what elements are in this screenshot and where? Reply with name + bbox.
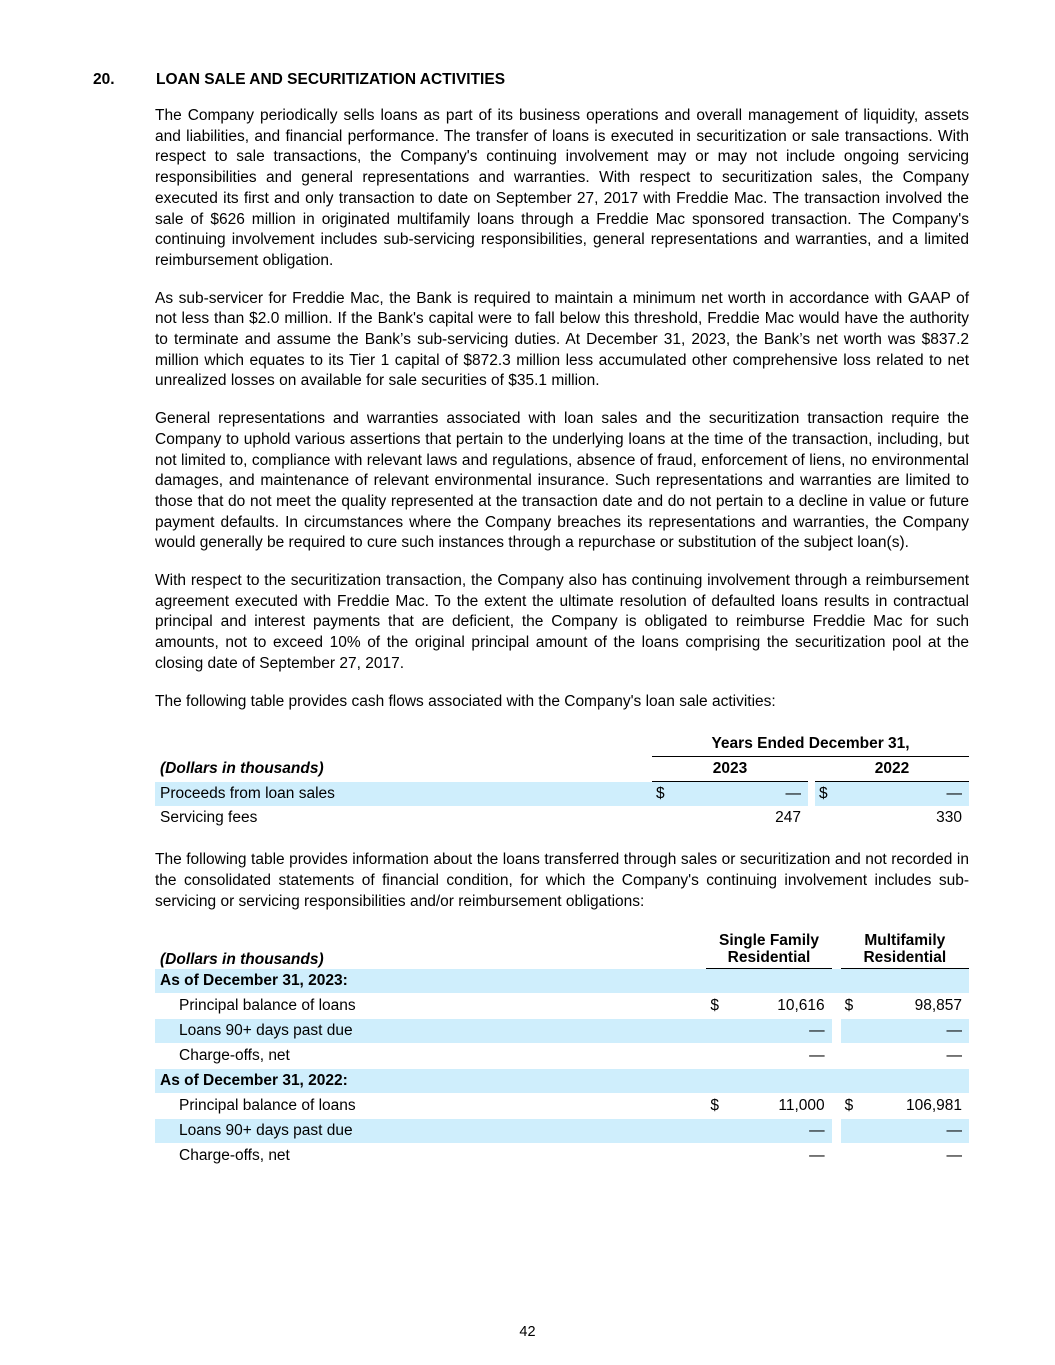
- paragraph-table1-intro: The following table provides cash flows associated with the Company's loan sale activities:: [155, 692, 776, 710]
- value-2022: —: [832, 782, 969, 807]
- value-single-family: 11,000: [778, 1097, 825, 1115]
- column-header-line: Residential: [863, 949, 947, 967]
- table-row: [155, 1119, 969, 1143]
- value-multifamily: —: [861, 1019, 969, 1043]
- table-header-row: [155, 732, 969, 757]
- table-row: [155, 1019, 969, 1043]
- currency-symbol: $: [815, 782, 832, 807]
- value-multifamily: 98,857: [914, 997, 962, 1015]
- units-label: (Dollars in thousands): [160, 760, 324, 778]
- column-header-line: Single Family: [719, 932, 819, 950]
- value-single-family: —: [726, 1019, 831, 1043]
- page-number: 42: [519, 1324, 536, 1340]
- currency-symbol: $: [710, 997, 719, 1015]
- value-multifamily: 106,981: [905, 1097, 962, 1115]
- currency-symbol: $: [710, 1097, 719, 1115]
- currency-symbol: $: [652, 782, 669, 807]
- table-row: [155, 806, 969, 830]
- currency-symbol: [706, 1019, 726, 1043]
- currency-symbol: [841, 1043, 861, 1069]
- table-row: [155, 1093, 969, 1119]
- currency-symbol: [815, 806, 832, 830]
- currency-symbol: [706, 1119, 726, 1143]
- row-label: Charge-offs, net: [179, 1047, 290, 1065]
- table-row: [155, 1143, 969, 1169]
- row-label: Proceeds from loan sales: [155, 782, 652, 807]
- section-heading: [93, 71, 505, 89]
- table-row: [155, 782, 969, 807]
- row-label: Loans 90+ days past due: [155, 1119, 706, 1143]
- section-body: [155, 106, 969, 1169]
- paragraph-reimbursement-agreement: With respect to the securitization transaction, the Company also has continuing involvement through a reimbursement agreement executed with Freddie Mac. To the extent the ultimate resolution of defaulted loans results in contractual principal and interest payments that are deficient, the Company is obligated to reimburse Freddie Mac for such amounts, not to exceed 10% of the original principal amount of the loans comprising the securitization pool at the closing date of September 27, 2017.: [155, 572, 969, 672]
- value-2022: 330: [936, 809, 963, 827]
- section-title-2022: As of December 31, 2022:: [155, 1069, 969, 1093]
- currency-symbol: [706, 1043, 726, 1069]
- value-single-family: —: [726, 1119, 831, 1143]
- column-header-line: Multifamily: [864, 932, 946, 950]
- section-title-2023: As of December 31, 2023:: [155, 969, 969, 994]
- paragraph-table2-intro: The following table provides information about the loans transferred through sales or securitization and not recorded in the consolidated statements of financial condition, for which the Company's continuing involvement includes sub-servicing or servicing responsibilities and/or reimbursement obligations:: [155, 851, 969, 910]
- paragraph-loan-sales-overview: The Company periodically sells loans as part of its business operations and overall management of liquidity, assets and liabilities, and financial performance. The transfer of loans is executed in securitization or sale transactions. With respect to sale transactions, the Company's continuing involvement may or may not include ongoing servicing responsibilities and general representations and warranties. With respect to securitization sales, the Company executed its first and only transaction to date on September 27, 2017 with Freddie Mac. The transaction involved the sale of $626 million in originated multifamily loans through a Freddie Mac sponsored transaction. The Company's continuing involvement includes sub-servicing responsibilities, general representations and warranties, and a limited reimbursement obligation.: [155, 107, 969, 269]
- currency-symbol: $: [844, 1097, 854, 1115]
- value-single-family: —: [809, 1147, 825, 1165]
- row-label: Servicing fees: [160, 809, 258, 827]
- currency-symbol: [652, 806, 669, 830]
- value-multifamily: —: [946, 1147, 962, 1165]
- column-header-2023: 2023: [652, 757, 808, 782]
- value-single-family: —: [809, 1047, 825, 1065]
- currency-symbol: [841, 1143, 861, 1169]
- table-row: [155, 993, 969, 1019]
- value-single-family: 10,616: [777, 997, 825, 1015]
- section-header-row: [155, 1069, 969, 1093]
- value-2023: —: [669, 782, 808, 807]
- paragraph-representations-warranties: General representations and warranties associated with loan sales and the securitization transaction require the Company to uphold various assertions that pertain to the underlying loans at the time of the transaction, including, but not limited to, compliance with relevant laws and regulations, absence of fraud, enforcement of liens, no environmental damages, and maintenance of relevant environmental insurance. Such representations and warranties are limited to those that do not meet the quality represented at the transaction date and do not pertain to a decline in value or future payment defaults. In circumstances where the Company breaches its representations and warranties, the Company would generally be required to cure such instances through a repurchase or substitution of the subject loan(s).: [155, 410, 969, 552]
- table-row: [155, 1043, 969, 1069]
- column-header-multifamily: [841, 930, 969, 969]
- units-label: (Dollars in thousands): [160, 950, 324, 968]
- value-2023: 247: [775, 809, 801, 827]
- cash-flows-table: [155, 732, 969, 830]
- years-ended-header: Years Ended December 31,: [652, 732, 969, 757]
- table-header-row: [155, 757, 969, 782]
- row-label: Principal balance of loans: [179, 1097, 356, 1115]
- row-label: Principal balance of loans: [179, 997, 356, 1015]
- column-header-2022: 2022: [815, 757, 969, 782]
- paragraph-sub-servicer-net-worth: As sub-servicer for Freddie Mac, the Bank is required to maintain a minimum net worth in accordance with GAAP of not less than $2.0 million. If the Bank's capital were to fall below this threshold, Freddie Mac would have the authority to terminate and assume the Bank’s sub-servicing duties. At December 31, 2023, the Bank’s net worth was $837.2 million which equates to its Tier 1 capital of $872.3 million less accumulated other comprehensive loss related to net unrealized losses on available for sale securities of $35.1 million.: [155, 289, 969, 390]
- value-multifamily: —: [946, 1047, 962, 1065]
- column-header-single-family: [706, 930, 831, 969]
- section-number: 20.: [93, 71, 115, 88]
- transferred-loans-table: [155, 930, 969, 1169]
- row-label: Charge-offs, net: [179, 1147, 290, 1165]
- row-label: Loans 90+ days past due: [155, 1019, 706, 1043]
- section-header-row: [155, 969, 969, 994]
- currency-symbol: $: [844, 997, 854, 1015]
- currency-symbol: [841, 1119, 861, 1143]
- currency-symbol: [706, 1143, 726, 1169]
- value-multifamily: —: [861, 1119, 969, 1143]
- currency-symbol: [841, 1019, 861, 1043]
- table-header-row: [155, 930, 969, 969]
- column-header-line: Residential: [727, 949, 811, 967]
- section-title: LOAN SALE AND SECURITIZATION ACTIVITIES: [156, 71, 506, 88]
